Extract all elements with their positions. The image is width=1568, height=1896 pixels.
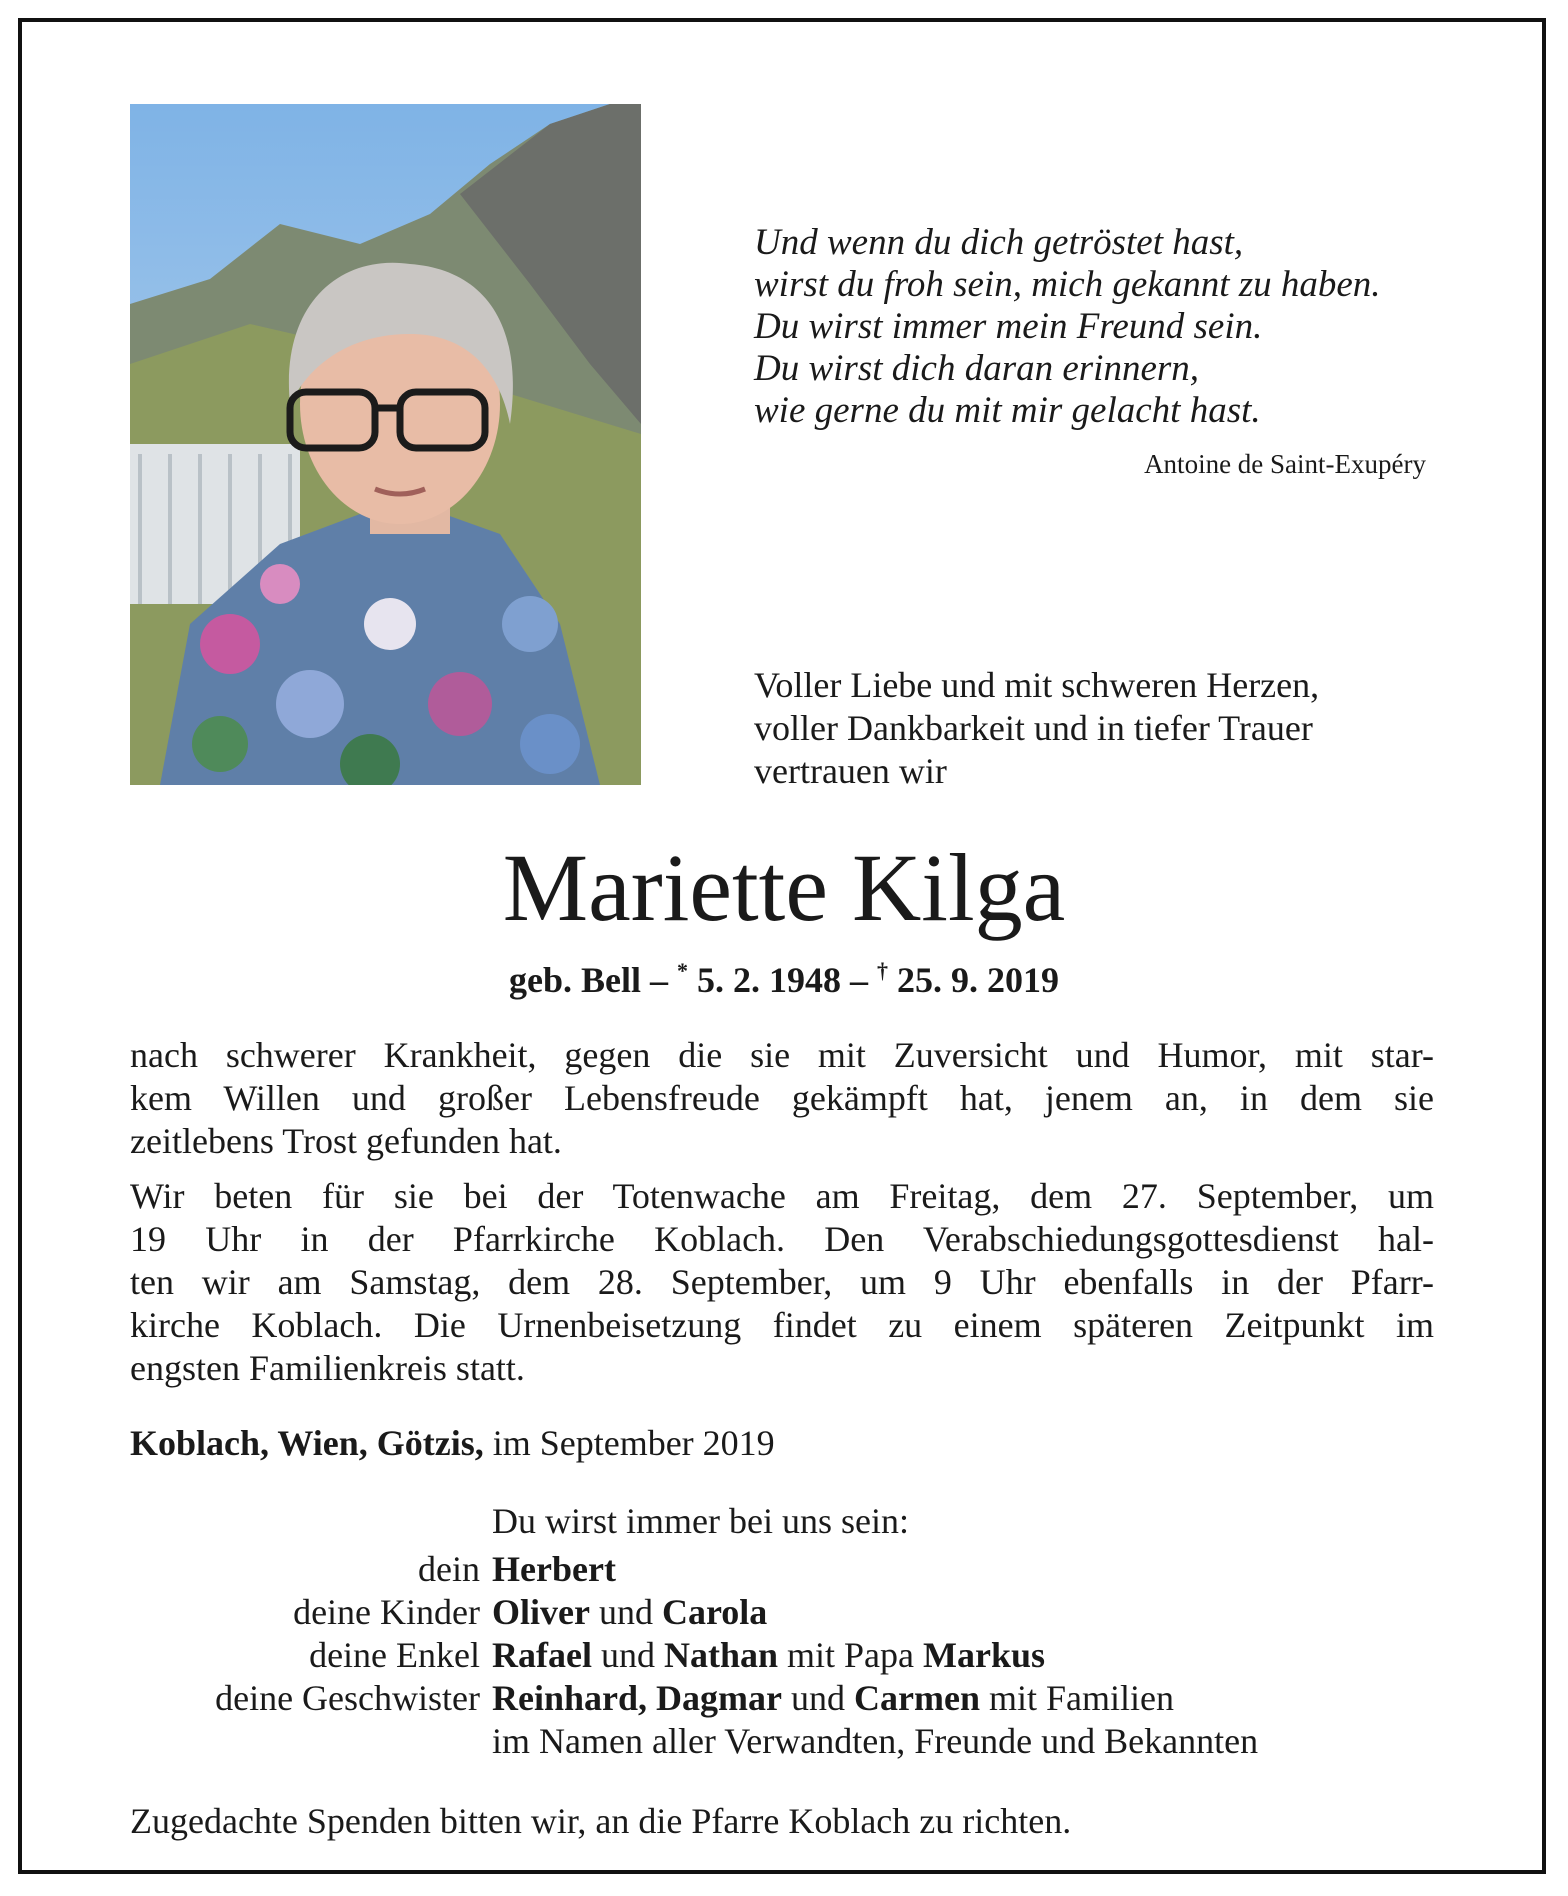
intro-text [754,664,1454,793]
family-names [492,1634,1045,1677]
family-member-name: Reinhard, Dagmar [492,1678,782,1718]
donation-note: Zugedachte Spenden bitten wir, an die Pfarre Koblach zu richten. [130,1801,1072,1841]
portrait-image [130,104,641,785]
body-line: ten wir am Samstag, dem 28. September, um 9 Uhr ebenfalls in der Pfarr- [130,1262,1434,1302]
notice-body [130,1034,1434,1390]
family-member-name: Carmen [854,1678,980,1718]
family-connector: und [782,1678,854,1718]
family-member-name: Herbert [492,1549,616,1589]
birth-symbol: * [677,958,688,983]
family-row [130,1720,1450,1763]
poem-line: wirst du froh sein, mich gekannt zu haben. [754,264,1381,305]
family-relation: deine Kinder [293,1592,480,1632]
intro-line: voller Dankbarkeit und in tiefer Trauer [754,708,1313,748]
family-names [492,1548,616,1591]
family-connector: mit Familien [979,1678,1174,1718]
intro-line: vertrauen wir [754,751,947,791]
place-names: Koblach, Wien, Götzis, [130,1423,484,1463]
poem-quote [754,222,1434,432]
poem-line: Du wirst dich daran erinnern, [754,348,1200,389]
family-row [130,1677,1450,1720]
family-relation: deine Enkel [309,1635,480,1675]
place-date [130,1422,775,1464]
family-member-name: Markus [922,1635,1045,1675]
poem-line: Und wenn du dich getröstet hast, [754,222,1244,263]
death-symbol: † [877,958,888,983]
body-line: 19 Uhr in der Pfarrkirche Koblach. Den Verabschiedungsgottesdienst hal- [130,1219,1434,1259]
family-relation [130,1720,492,1763]
family-row [130,1634,1450,1677]
family-names [492,1677,1174,1720]
family-names [492,1591,767,1634]
intro-line: Voller Liebe und mit schweren Herzen, [754,665,1320,705]
poem-line: Du wirst immer mein Freund sein. [754,306,1263,347]
family-connector: und [589,1592,662,1632]
life-dates: geb. Bell – * 5. 2. 1948 – † 25. 9. 2019 [509,958,1059,1000]
family-header: Du wirst immer bei uns sein: [492,1501,909,1541]
family-list [130,1548,1450,1763]
family-connector: im Namen aller Verwandten, Freunde und Bekannten [492,1721,1259,1761]
body-line: kem Willen und großer Lebensfreude gekämpft hat, jenem an, in dem sie [130,1078,1434,1118]
family-names [492,1720,1258,1763]
family-member-name: Nathan [663,1635,778,1675]
body-line: engsten Familienkreis statt. [130,1348,525,1388]
notice-date: im September 2019 [492,1423,775,1463]
body-line: nach schwerer Krankheit, gegen die sie mit Zuversicht und Humor, mit star- [130,1035,1434,1075]
poem-author: Antoine de Saint-Exupéry [1144,449,1426,479]
birth-date: 5. 2. 1948 [697,960,841,1000]
family-relation: deine Geschwister [215,1678,480,1718]
poem-line: wie gerne du mit mir gelacht hast. [754,390,1261,431]
family-member-name: Carola [661,1592,768,1632]
body-line: Wir beten für sie bei der Totenwache am Freitag, dem 27. September, um [130,1176,1434,1216]
death-date: 25. 9. 2019 [897,960,1059,1000]
maiden-name: geb. Bell [509,960,641,1000]
body-line: kirche Koblach. Die Urnenbeisetzung findet zu einem späteren Zeitpunkt im [130,1305,1434,1345]
family-connector: mit Papa [778,1635,923,1675]
family-row [130,1591,1450,1634]
family-row [130,1548,1450,1591]
deceased-name: Mariette Kilga [502,834,1066,941]
body-line: zeitlebens Trost gefunden hat. [130,1121,562,1161]
family-member-name: Oliver [492,1592,590,1632]
family-member-name: Rafael [492,1635,592,1675]
family-relation: dein [418,1549,480,1589]
portrait-photo [130,104,641,785]
family-connector: und [591,1635,664,1675]
